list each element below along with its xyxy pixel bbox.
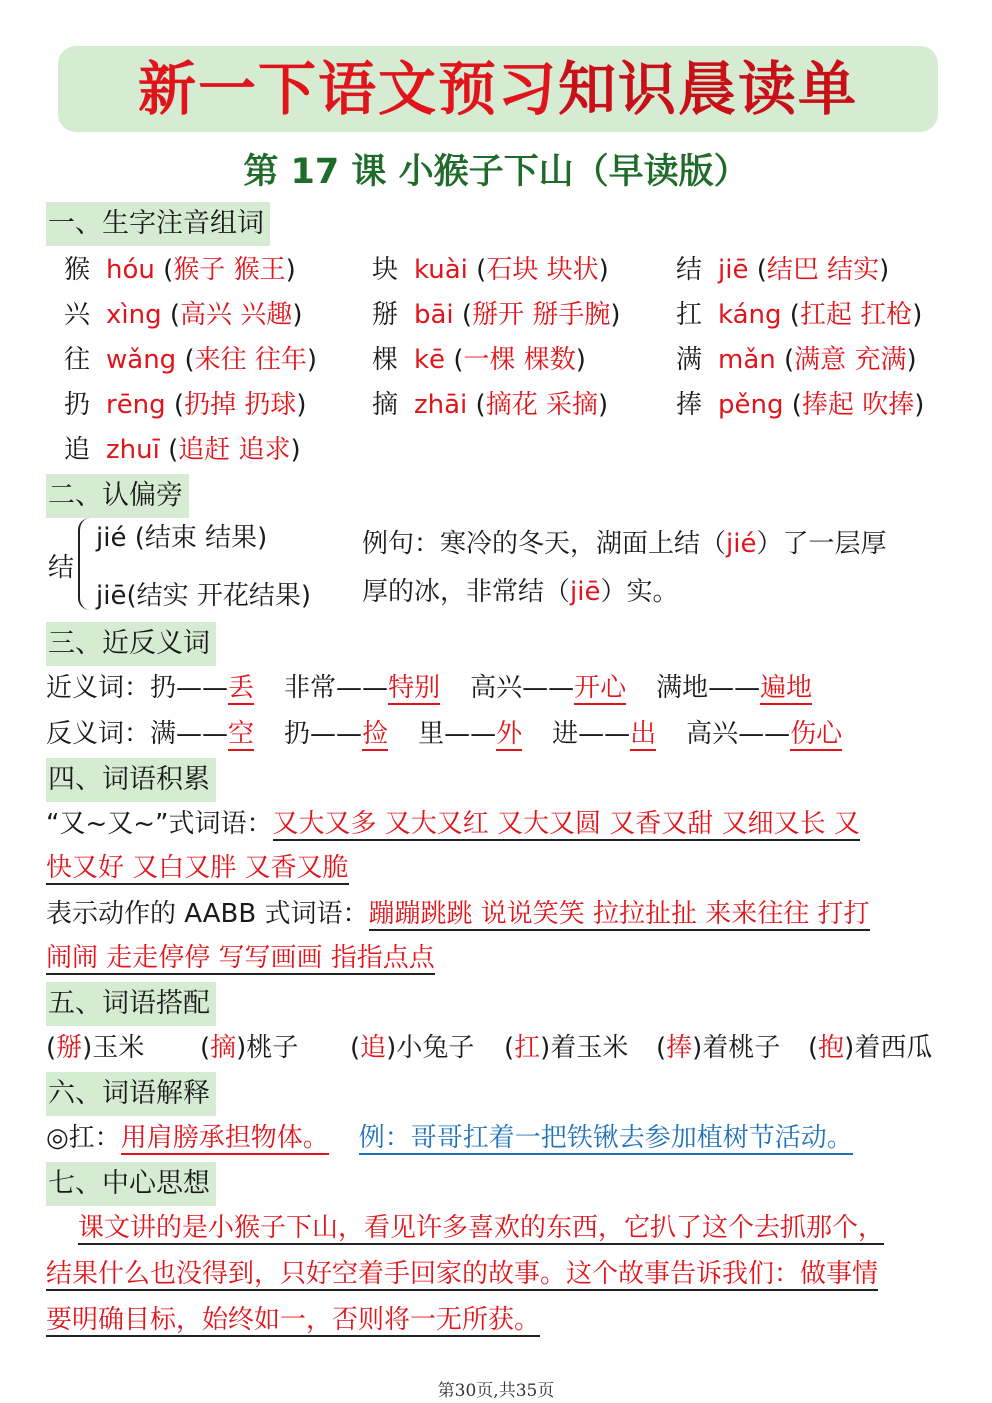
shengzi-word: 猴子 — [173, 255, 226, 285]
page-number: 第30页,共35页 — [437, 1381, 555, 1401]
section-heading-1: 一、生字注音组词 — [46, 202, 270, 246]
shengzi-char: 往 — [64, 345, 91, 375]
brace-icon — [78, 518, 94, 610]
shengzi-word: 兴趣 — [240, 300, 293, 330]
shengzi-char: 捧 — [676, 390, 703, 420]
shengzi-item: 棵 kē (一棵 棵数) — [372, 340, 586, 380]
pair-answer: 丢 — [228, 673, 255, 703]
shengzi-word: 扔掉 — [184, 390, 237, 420]
shengzi-item: 结 jiē (结巴 结实) — [676, 250, 889, 290]
shengzi-item: 扔 rēng (扔掉 扔球) — [64, 385, 307, 425]
word-pair: 满——空 — [150, 719, 255, 749]
example-sentence-line-2: 厚的冰，非常结（jiē）实。 — [362, 577, 679, 607]
synonym-row: 近义词：扔——丢 非常——特别 高兴——开心 满地——遍地 — [46, 673, 813, 703]
pair-answer: 捡 — [362, 719, 389, 749]
shengzi-pinyin: káng — [718, 300, 782, 330]
shengzi-pinyin: zhuī — [106, 435, 160, 465]
shengzi-word: 追求 — [238, 435, 291, 465]
shengzi-char: 猴 — [64, 255, 91, 285]
shengzi-word: 追赶 — [178, 435, 231, 465]
theme-line-2: 结果什么也没得到，只好空着手回家的故事。这个故事告诉我们：做事情 — [46, 1259, 879, 1289]
accum-line-3: 表示动作的 AABB 式词语：蹦蹦跳跳 说说笑笑 拉拉扯扯 来来往往 打打 — [46, 899, 870, 929]
pair-answer: 伤心 — [790, 719, 843, 749]
shengzi-item: 掰 bāi (掰开 掰手腕) — [372, 295, 621, 335]
shengzi-word: 往年 — [254, 345, 307, 375]
theme-line-3: 要明确目标，始终如一，否则将一无所获。 — [46, 1305, 541, 1335]
shengzi-word: 掰开 — [472, 300, 525, 330]
shengzi-word: 棵数 — [523, 345, 576, 375]
page-title: 新一下语文预习知识晨读单 — [137, 55, 859, 123]
collocation-item: (抱)着西瓜 — [808, 1033, 933, 1063]
shengzi-item: 猴 hóu (猴子 猴王) — [64, 250, 296, 290]
shengzi-word: 扔球 — [244, 390, 297, 420]
shengzi-word: 满意 — [794, 345, 847, 375]
shengzi-word: 块状 — [546, 255, 599, 285]
section-heading-3: 三、近反义词 — [46, 622, 216, 666]
antonym-row: 反义词：满——空 扔——捡 里——外 进——出 高兴——伤心 — [46, 719, 843, 749]
word-pair: 非常——特别 — [284, 673, 441, 703]
theme-line-1: 课文讲的是小猴子下山，看见许多喜欢的东西，它扒了这个去抓那个， — [78, 1213, 885, 1243]
word-pair: 满地——遍地 — [656, 673, 813, 703]
shengzi-char: 扛 — [676, 300, 703, 330]
collocation-verb: 掰 — [56, 1033, 83, 1063]
shengzi-char: 掰 — [372, 300, 399, 330]
collocation-verb: 摘 — [210, 1033, 237, 1063]
shengzi-pinyin: xìng — [106, 300, 162, 330]
collocation-verb: 捧 — [666, 1033, 693, 1063]
collocation-verb: 追 — [360, 1033, 387, 1063]
shengzi-char: 结 — [676, 255, 703, 285]
shengzi-word: 猴王 — [233, 255, 286, 285]
pair-answer: 空 — [228, 719, 255, 749]
shengzi-word: 扛枪 — [860, 300, 913, 330]
word-pair: 进——出 — [552, 719, 657, 749]
collocation-verb: 扛 — [514, 1033, 541, 1063]
shengzi-pinyin: hóu — [106, 255, 155, 285]
shengzi-word: 采摘 — [546, 390, 599, 420]
collocation-item: (捧)着桃子 — [656, 1033, 781, 1063]
shengzi-char: 兴 — [64, 300, 91, 330]
shengzi-item: 扛 káng (扛起 扛枪) — [676, 295, 922, 335]
word-pair: 高兴——伤心 — [686, 719, 843, 749]
collocation-verb: 抱 — [818, 1033, 845, 1063]
shengzi-item: 捧 pěng (捧起 吹捧) — [676, 385, 924, 425]
title-banner — [58, 46, 938, 132]
shengzi-char: 扔 — [64, 390, 91, 420]
shengzi-word: 摘花 — [485, 390, 538, 420]
collocation-item: (掰)玉米 — [46, 1033, 145, 1063]
shengzi-item: 往 wǎng (来往 往年) — [64, 340, 317, 380]
pair-answer: 遍地 — [760, 673, 813, 703]
word-pair: 扔——捡 — [284, 719, 389, 749]
accum-line-2: 快又好 又白又胖 又香又脆 — [46, 853, 349, 883]
shengzi-char: 满 — [676, 345, 703, 375]
pair-answer: 外 — [496, 719, 523, 749]
duoyin-reading-1: jié (结束 结果) — [96, 523, 268, 553]
duoyin-char: 结 — [48, 553, 75, 583]
pair-answer: 开心 — [574, 673, 627, 703]
collocation-item: (摘)桃子 — [200, 1033, 299, 1063]
accum-line-4: 闹闹 走走停停 写写画画 指指点点 — [46, 943, 435, 973]
shengzi-pinyin: pěng — [718, 390, 784, 420]
shengzi-char: 摘 — [372, 390, 399, 420]
shengzi-word: 扛起 — [799, 300, 852, 330]
word-pair: 扔——丢 — [150, 673, 255, 703]
word-pair: 高兴——开心 — [470, 673, 627, 703]
pair-answer: 出 — [630, 719, 657, 749]
shengzi-char: 块 — [372, 255, 399, 285]
section-heading-7: 七、中心思想 — [46, 1162, 216, 1206]
shengzi-word: 充满 — [854, 345, 907, 375]
shengzi-item: 追 zhuī (追赶 追求) — [64, 430, 301, 470]
shengzi-word: 结实 — [827, 255, 880, 285]
shengzi-word: 结巴 — [766, 255, 819, 285]
shengzi-item: 兴 xìng (高兴 兴趣) — [64, 295, 302, 335]
shengzi-word: 吹捧 — [862, 390, 915, 420]
shengzi-word: 石块 — [486, 255, 539, 285]
shengzi-item: 块 kuài (石块 块状) — [372, 250, 609, 290]
collocation-item: (扛)着玉米 — [504, 1033, 629, 1063]
shengzi-word: 高兴 — [180, 300, 233, 330]
section-heading-2: 二、认偏旁 — [46, 474, 189, 518]
shengzi-pinyin: bāi — [414, 300, 454, 330]
section-heading-5: 五、词语搭配 — [46, 982, 216, 1026]
shengzi-pinyin: mǎn — [718, 345, 776, 375]
explanation-row: ◎扛：用肩膀承担物体。 例：哥哥扛着一把铁锹去参加植树节活动。 — [46, 1123, 853, 1153]
section-heading-6: 六、词语解释 — [46, 1072, 216, 1116]
pair-answer: 特别 — [388, 673, 441, 703]
duoyin-reading-2: jiē(结实 开花结果) — [96, 581, 312, 611]
shengzi-word: 一棵 — [463, 345, 516, 375]
section-heading-4: 四、词语积累 — [46, 758, 216, 802]
word-pair: 里——外 — [418, 719, 523, 749]
collocation-item: (追)小兔子 — [350, 1033, 475, 1063]
shengzi-item: 摘 zhāi (摘花 采摘) — [372, 385, 608, 425]
shengzi-pinyin: zhāi — [414, 390, 468, 420]
shengzi-pinyin: jiē — [718, 255, 749, 285]
shengzi-pinyin: rēng — [106, 390, 166, 420]
lesson-title: 第 17 课 小猴子下山（早读版） — [243, 152, 749, 192]
shengzi-item: 满 mǎn (满意 充满) — [676, 340, 917, 380]
example-sentence-line-1: 例句：寒冷的冬天，湖面上结（jié）了一层厚 — [362, 529, 887, 559]
shengzi-pinyin: kē — [414, 345, 446, 375]
shengzi-pinyin: kuài — [414, 255, 468, 285]
shengzi-char: 棵 — [372, 345, 399, 375]
shengzi-word: 掰手腕 — [532, 300, 611, 330]
shengzi-char: 追 — [64, 435, 91, 465]
shengzi-word: 来往 — [194, 345, 247, 375]
shengzi-word: 捧起 — [801, 390, 854, 420]
accum-line-1: “又~又~”式词语：又大又多 又大又红 又大又圆 又香又甜 又细又长 又 — [46, 809, 860, 839]
shengzi-pinyin: wǎng — [106, 345, 177, 375]
